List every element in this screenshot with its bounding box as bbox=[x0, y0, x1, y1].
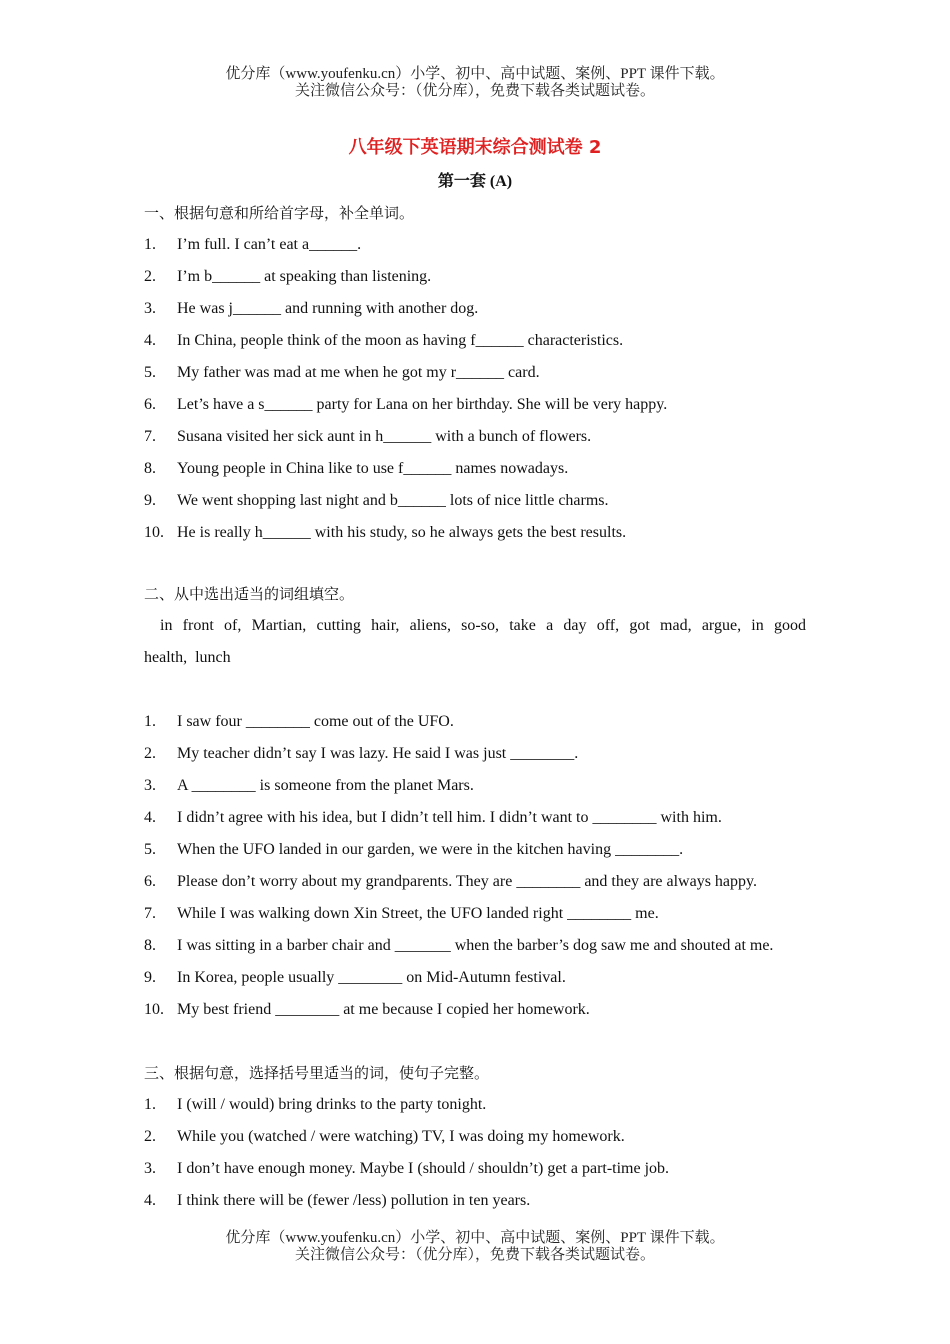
question-number: 7. bbox=[144, 905, 156, 922]
section-1 bbox=[144, 197, 806, 549]
question-number: 8. bbox=[144, 460, 156, 477]
question-item bbox=[144, 293, 806, 325]
question-number: 9. bbox=[144, 969, 156, 986]
question-number: 3. bbox=[144, 777, 156, 794]
section-3 bbox=[144, 1057, 806, 1217]
spacer bbox=[144, 674, 806, 706]
question-text: I think there will be (fewer /less) pollution in ten years. bbox=[177, 1192, 531, 1209]
question-text: In China, people think of the moon as having f______ characteristics. bbox=[177, 332, 624, 349]
question-item bbox=[144, 485, 806, 517]
question-number: 5. bbox=[144, 364, 156, 381]
question-number: 1. bbox=[144, 236, 156, 253]
question-number: 10. bbox=[144, 524, 164, 541]
question-text: I saw four ________ come out of the UFO. bbox=[177, 713, 454, 730]
question-item bbox=[144, 421, 806, 453]
question-number: 4. bbox=[144, 809, 156, 826]
question-number: 3. bbox=[144, 1160, 156, 1177]
section-3-title: 三、根据句意，选择括号里适当的词，使句子完整。 bbox=[144, 1064, 490, 1082]
question-number: 1. bbox=[144, 713, 156, 730]
word-bank: in front of, Martian, cutting hair, aliens, so-so, take a day off, got mad, argue, in good health, lunch bbox=[144, 617, 806, 666]
question-item bbox=[144, 389, 806, 421]
question-text: A ________ is someone from the planet Mars. bbox=[177, 777, 474, 794]
question-text: He was j______ and running with another dog. bbox=[177, 300, 479, 317]
question-text: I’m b______ at speaking than listening. bbox=[177, 268, 432, 285]
question-item bbox=[144, 517, 806, 549]
question-item bbox=[144, 834, 806, 866]
question-item bbox=[144, 1089, 806, 1121]
question-item bbox=[144, 1185, 806, 1217]
question-item bbox=[144, 357, 806, 389]
question-number: 10. bbox=[144, 1001, 164, 1018]
section-2-title: 二、从中选出适当的词组填空。 bbox=[144, 585, 355, 603]
question-item bbox=[144, 898, 806, 930]
page-title: 八年级下英语期末综合测试卷 2 bbox=[348, 137, 602, 158]
question-text: He is really h______ with his study, so he always gets the best results. bbox=[177, 524, 627, 541]
question-item bbox=[144, 866, 806, 898]
footer-line-1: 优分库（www.youfenku.cn）小学、初中、高中试题、案例、PPT 课件下载。 bbox=[225, 1230, 725, 1246]
question-text: Let’s have a s______ party for Lana on her birthday. She will be very happy. bbox=[177, 396, 668, 413]
question-number: 1. bbox=[144, 1096, 156, 1113]
question-number: 2. bbox=[144, 268, 156, 285]
question-text: We went shopping last night and b______ lots of nice little charms. bbox=[177, 492, 609, 509]
question-number: 2. bbox=[144, 745, 156, 762]
question-number: 5. bbox=[144, 841, 156, 858]
question-number: 4. bbox=[144, 332, 156, 349]
question-text: While I was walking down Xin Street, the UFO landed right ________ me. bbox=[177, 905, 659, 922]
page-header bbox=[0, 66, 950, 100]
section-1-title: 一、根据句意和所给首字母，补全单词。 bbox=[144, 204, 415, 222]
question-number: 4. bbox=[144, 1192, 156, 1209]
question-item bbox=[144, 1121, 806, 1153]
page-subtitle: 第一套 (A) bbox=[437, 173, 513, 190]
footer-line-2: 关注微信公众号：（优分库），免费下载各类试题试卷。 bbox=[294, 1247, 655, 1263]
question-number: 2. bbox=[144, 1128, 156, 1145]
question-number: 6. bbox=[144, 873, 156, 890]
question-number: 7. bbox=[144, 428, 156, 445]
question-text: When the UFO landed in our garden, we were in the kitchen having ________. bbox=[177, 841, 684, 858]
question-text: My teacher didn’t say I was lazy. He said I was just ________. bbox=[177, 745, 579, 762]
question-text: I’m full. I can’t eat a______. bbox=[177, 236, 362, 253]
question-number: 9. bbox=[144, 492, 156, 509]
question-item bbox=[144, 706, 806, 738]
question-item bbox=[144, 994, 806, 1026]
question-text: My best friend ________ at me because I copied her homework. bbox=[177, 1001, 590, 1018]
header-line-2: 关注微信公众号：（优分库），免费下载各类试题试卷。 bbox=[294, 83, 655, 99]
question-item bbox=[144, 229, 806, 261]
question-text: I was sitting in a barber chair and _______ when the barber’s dog saw me and shouted at me. bbox=[177, 937, 774, 954]
question-item bbox=[144, 1153, 806, 1185]
question-item bbox=[144, 802, 806, 834]
header-line-1: 优分库（www.youfenku.cn）小学、初中、高中试题、案例、PPT 课件下载。 bbox=[225, 66, 725, 82]
question-item bbox=[144, 738, 806, 770]
question-item bbox=[144, 325, 806, 357]
question-item bbox=[144, 930, 806, 962]
question-text: I don’t have enough money. Maybe I (should / shouldn’t) get a part-time job. bbox=[177, 1160, 670, 1177]
question-text: Please don’t worry about my grandparents. They are ________ and they are always happy. bbox=[177, 873, 757, 890]
question-text: Young people in China like to use f______ names nowadays. bbox=[177, 460, 569, 477]
question-item bbox=[144, 962, 806, 994]
question-number: 6. bbox=[144, 396, 156, 413]
question-text: While you (watched / were watching) TV, I was doing my homework. bbox=[177, 1128, 625, 1145]
question-item bbox=[144, 261, 806, 293]
question-text: My father was mad at me when he got my r______ card. bbox=[177, 364, 540, 381]
question-number: 3. bbox=[144, 300, 156, 317]
question-text: I (will / would) bring drinks to the party tonight. bbox=[177, 1096, 487, 1113]
question-number: 8. bbox=[144, 937, 156, 954]
question-text: Susana visited her sick aunt in h______ with a bunch of flowers. bbox=[177, 428, 592, 445]
question-item bbox=[144, 770, 806, 802]
question-item bbox=[144, 453, 806, 485]
question-text: I didn’t agree with his idea, but I didn’t tell him. I didn’t want to ________ with him. bbox=[177, 809, 722, 826]
section-2 bbox=[144, 578, 806, 1026]
question-text: In Korea, people usually ________ on Mid-Autumn festival. bbox=[177, 969, 566, 986]
page-footer bbox=[0, 1230, 950, 1264]
